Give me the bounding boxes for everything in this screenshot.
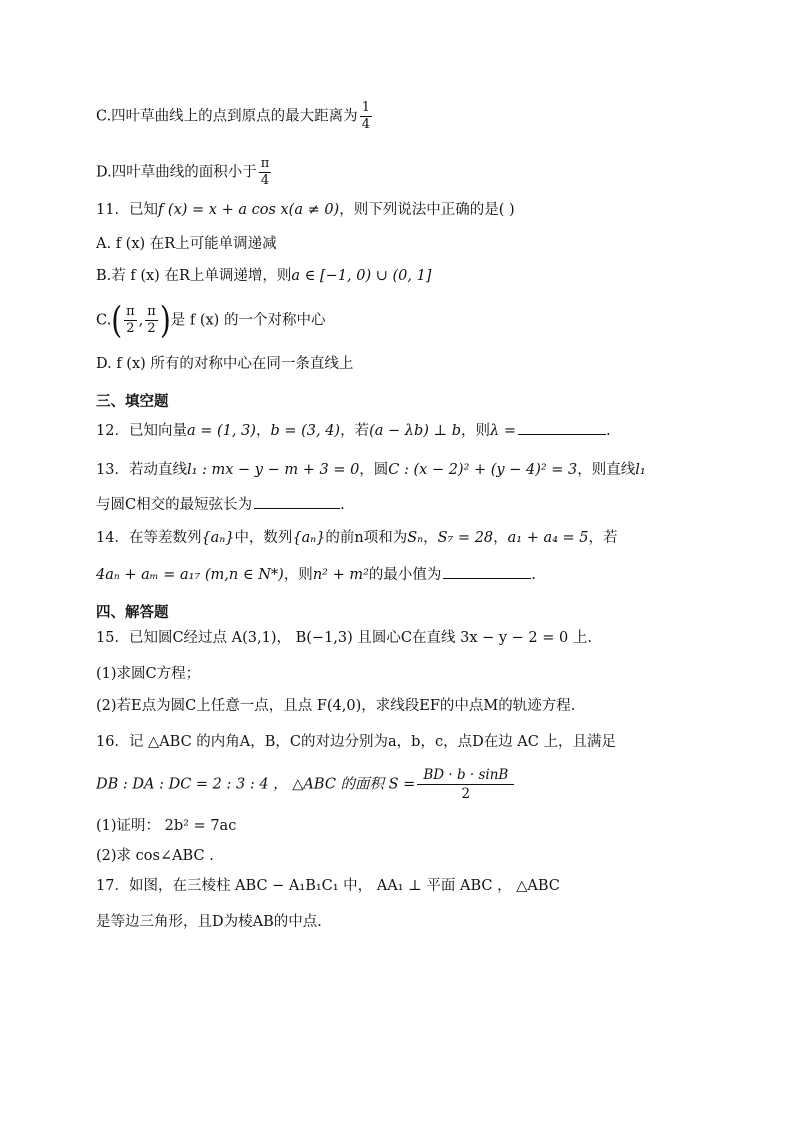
question-16-condition: DB : DA : DC = 2 : 3 : 4 ， △ABC 的面积 S = $\frac{BD \cdot b \cdot \sin B}{2}$ bbox=[96, 766, 516, 803]
section-heading-fill-in: 三、填空题 bbox=[96, 394, 169, 410]
question-17-stem-cont: 是等边三角形，且D为棱AB的中点. bbox=[96, 914, 322, 930]
question-11-option-b: B.若 f (x) 在R上单调递增，则a ∈ [−1, 0) ∪ (0, 1] bbox=[96, 268, 432, 284]
question-13-line-1: 13．若动直线l₁ : mx − y − m + 3 = 0，圆C : (x − 2)² + (y − 4)² = 3，则直线l₁ bbox=[96, 462, 646, 478]
fraction: $\frac{1}{4}$ bbox=[361, 100, 370, 132]
fraction: $\frac{\pi}{4}$ bbox=[260, 156, 270, 188]
answer-blank[interactable] bbox=[443, 564, 531, 579]
question-16-part-1: (1)证明： 2b² = 7ac bbox=[96, 818, 237, 834]
fraction: $\frac{\pi}{2}$ bbox=[126, 304, 135, 336]
fraction: $\frac{\pi}{2}$ bbox=[147, 304, 156, 336]
question-15-stem: 15．已知圆C经过点 A(3,1)， B(−1,3) 且圆心C在直线 3x − y − 2 = 0 上. bbox=[96, 630, 592, 646]
section-heading-solutions: 四、解答题 bbox=[96, 605, 169, 621]
fraction: $\frac{BD \cdot b \cdot \sin B}{2}$ bbox=[417, 766, 514, 803]
question-15-part-1: (1)求圆C方程； bbox=[96, 666, 201, 682]
question-11-stem: 11．已知f (x) = x + a cos x(a ≠ 0)，则下列说法中正确的是( ) bbox=[96, 202, 515, 218]
question-11-option-a: A. f (x) 在R上可能单调递减 bbox=[96, 236, 277, 252]
question-16-part-2: (2)求 cos∠ABC . bbox=[96, 848, 214, 864]
question-11-option-c: C.( $\frac{\pi}{2}$ , $\frac{\pi}{2}$ )是 f (x) 的一个对称中心 bbox=[96, 298, 326, 342]
question-13-line-2: 与圆C相交的最短弦长为 . bbox=[96, 494, 345, 515]
question-11-option-d: D. f (x) 所有的对称中心在同一条直线上 bbox=[96, 356, 354, 372]
question-12: 12．已知向量a = (1, 3)，b = (3, 4)，若(a − λb) ⊥ b，则λ = . bbox=[96, 420, 611, 441]
question-14-line-1: 14．在等差数列{aₙ}中，数列{aₙ}的前n项和为Sₙ，S₇ = 28，a₁ + a₄ = 5，若 bbox=[96, 530, 618, 546]
question-17-stem: 17．如图，在三棱柱 ABC − A₁B₁C₁ 中， AA₁ ⊥ 平面 ABC ， △ABC bbox=[96, 878, 560, 894]
option-d-prev: D.四叶草曲线的面积小于 $\frac{\pi}{4}$ bbox=[96, 156, 270, 188]
question-14-line-2: 4aₙ + aₘ = a₁₇ (m,n ∈ N*)，则n² + m²的最小值为 . bbox=[96, 564, 536, 585]
answer-blank[interactable] bbox=[254, 494, 340, 509]
answer-blank[interactable] bbox=[518, 420, 606, 435]
question-15-part-2: (2)若E点为圆C上任意一点，且点 F(4,0)，求线段EF的中点M的轨迹方程. bbox=[96, 698, 576, 714]
question-16-stem: 16．记 △ABC 的内角A，B，C的对边分别为a，b，c，点D在边 AC 上，且满足 bbox=[96, 734, 616, 750]
option-c-prev: C.四叶草曲线上的点到原点的最大距离为 $\frac{1}{4}$ bbox=[96, 100, 370, 132]
